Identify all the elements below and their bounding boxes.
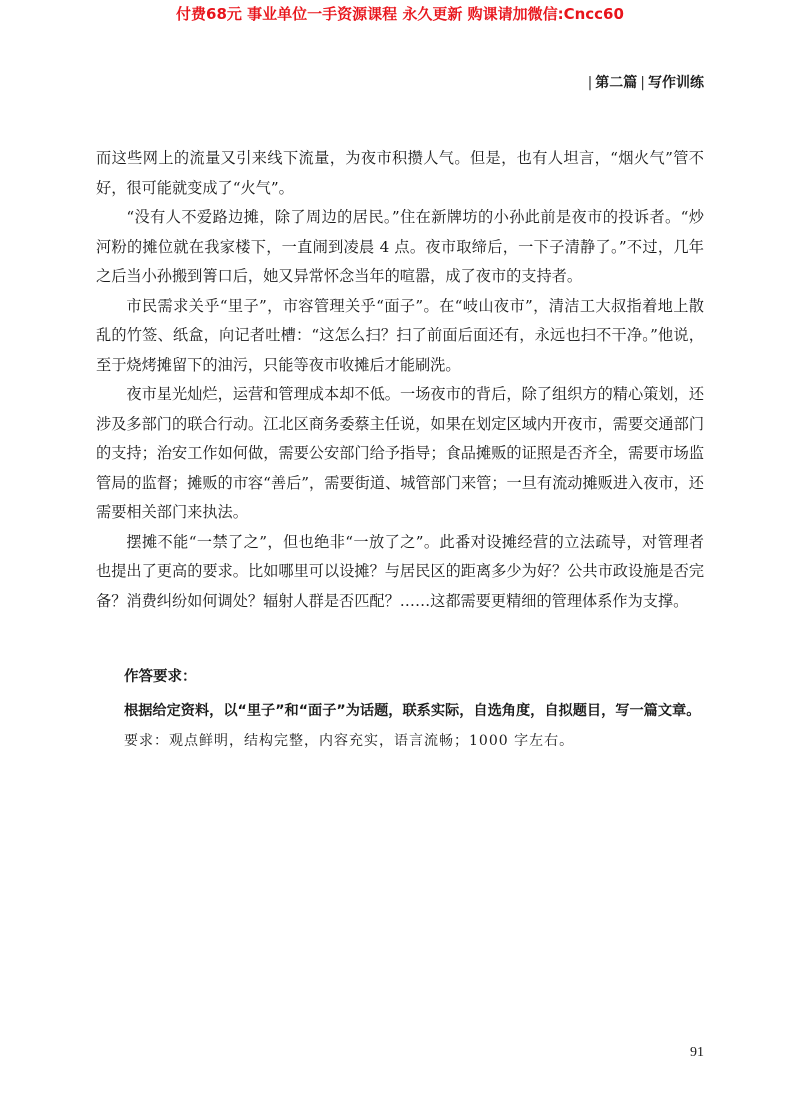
answer-requirements (124, 666, 714, 752)
header-part: 第二篇 (595, 75, 638, 91)
paragraph: “没有人不爱路边摊，除了周边的居民。”住在新牌坊的小孙此前是夜市的投诉者。“炒河粉的摊位就在我家楼下，一直闹到凌晨 4 点。夜市取缔后，一下子清静了。”不过，几年之后当小孙搬到箐口后，她又异常怀念当年的喧嚣，成了夜市的支持者。 (96, 208, 704, 285)
body-text (96, 144, 704, 616)
running-header: | 第二篇 | 写作训练 (587, 75, 704, 91)
answer-task: 根据给定资料，以“里子”和“面子”为话题，联系实际，自选角度，自拟题目，写一篇文章。 (124, 703, 701, 719)
paragraph: 摆摊不能“一禁了之”，但也绝非“一放了之”。此番对设摊经营的立法疏导，对管理者也提出了更高的要求。比如哪里可以设摊？与居民区的距离多少为好？公共市政设施是否完备？消费纠纷如何调处？辐射人群是否匹配？……这都需要更精细的管理体系作为支撑。 (96, 532, 704, 610)
answer-title: 作答要求： (124, 669, 197, 685)
paragraph: 而这些网上的流量又引来线下流量，为夜市积攒人气。但是，也有人坦言，“烟火气”管不好，很可能就变成了“火气”。 (96, 149, 704, 197)
header-section: 写作训练 (648, 75, 704, 91)
page-number: 91 (690, 1045, 704, 1060)
paragraph: 市民需求关乎“里子”，市容管理关乎“面子”。在“岐山夜市”，清洁工大叔指着地上散乱的竹签、纸盒，向记者吐槽：“这怎么扫？扫了前面后面还有，永远也扫不干净。”他说，至于烧烤摊留下的油污，只能等夜市收摊后才能刷洗。 (96, 296, 704, 374)
watermark: 付费68元 事业单位一手资源课程 永久更新 购课请加微信:Cncc60 (176, 5, 624, 23)
answer-requirement: 要求：观点鲜明，结构完整，内容充实，语言流畅；1000 字左右。 (124, 733, 575, 749)
paragraph: 夜市星光灿烂，运营和管理成本却不低。一场夜市的背后，除了组织方的精心策划，还涉及多部门的联合行动。江北区商务委蔡主任说，如果在划定区域内开夜市，需要交通部门的支持；治安工作如何做，需要公安部门给予指导；食品摊贩的证照是否齐全，需要市场监管局的监督；摊贩的市容“善后”，需要街道、城管部门来管；一旦有流动摊贩进入夜市，还需要相关部门来执法。 (96, 385, 704, 521)
